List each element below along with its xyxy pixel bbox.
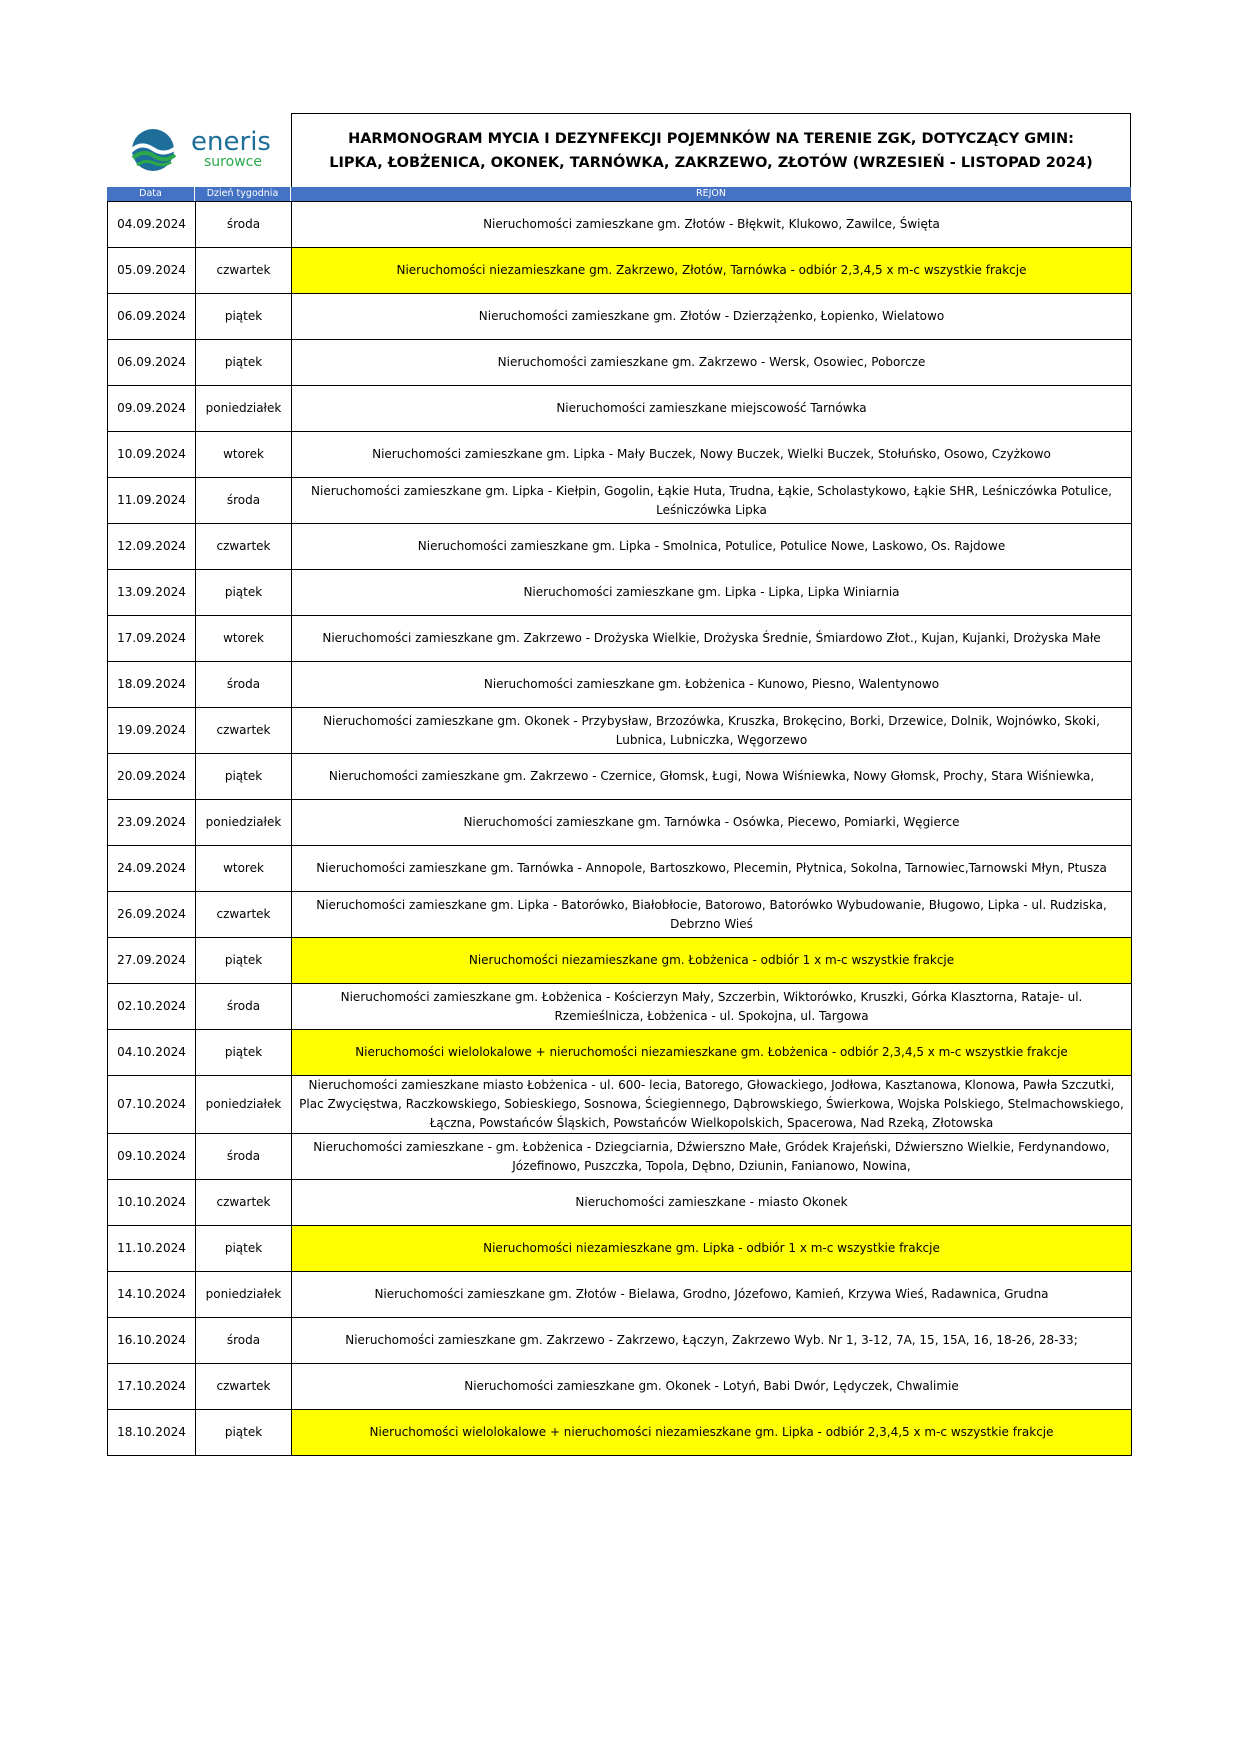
- day-cell: wtorek: [196, 846, 292, 892]
- day-cell: środa: [196, 662, 292, 708]
- table-row: [108, 202, 1132, 248]
- logo-text: [191, 127, 271, 170]
- region-cell: Nieruchomości zamieszkane gm. Łobżenica - Kościerzyn Mały, Szczerbin, Wiktorówko, Kruszki, Górka Klasztorna, Rataje- ul. Rzemieślnicza, Łobżenica - ul. Spokojna, ul. Targowa: [292, 984, 1132, 1030]
- column-header-region: REJON: [291, 187, 1131, 201]
- day-cell: piątek: [196, 754, 292, 800]
- table-row: [108, 340, 1132, 386]
- day-cell: poniedziałek: [196, 386, 292, 432]
- region-cell: Nieruchomości zamieszkane gm. Zakrzewo - Wersk, Osowiec, Poborcze: [292, 340, 1132, 386]
- day-cell: czwartek: [196, 524, 292, 570]
- day-cell: środa: [196, 1318, 292, 1364]
- table-row: [108, 1364, 1132, 1410]
- day-cell: piątek: [196, 1030, 292, 1076]
- day-cell: czwartek: [196, 708, 292, 754]
- table-row: [108, 1410, 1132, 1456]
- day-cell: czwartek: [196, 1364, 292, 1410]
- region-cell: Nieruchomości niezamieszkane gm. Zakrzewo, Złotów, Tarnówka - odbiór 2,3,4,5 x m-c wszystkie frakcje: [292, 248, 1132, 294]
- table-row: [108, 800, 1132, 846]
- logo-emblem-icon: [127, 127, 183, 173]
- table-row: [108, 524, 1132, 570]
- date-cell: 14.10.2024: [108, 1272, 196, 1318]
- day-cell: poniedziałek: [196, 800, 292, 846]
- logo-wrap: [127, 127, 271, 173]
- region-cell: Nieruchomości zamieszkane gm. Tarnówka - Osówka, Piecewo, Pomiarki, Węgierce: [292, 800, 1132, 846]
- region-cell: Nieruchomości zamieszkane gm. Zakrzewo - Drożyska Wielkie, Drożyska Średnie, Śmiardowo Złot., Kujan, Kujanki, Drożyska Małe: [292, 616, 1132, 662]
- day-cell: poniedziałek: [196, 1076, 292, 1134]
- table-row: [108, 984, 1132, 1030]
- table-row: [108, 386, 1132, 432]
- day-cell: piątek: [196, 570, 292, 616]
- day-cell: środa: [196, 202, 292, 248]
- day-cell: piątek: [196, 938, 292, 984]
- table-row: [108, 294, 1132, 340]
- region-cell: Nieruchomości zamieszkane gm. Złotów - Błękwit, Klukowo, Zawilce, Święta: [292, 202, 1132, 248]
- region-cell: Nieruchomości wielolokalowe + nieruchomości niezamieszkane gm. Łobżenica - odbiór 2,3,4,5 x m-c wszystkie frakcje: [292, 1030, 1132, 1076]
- schedule-table: [107, 201, 1132, 1456]
- date-cell: 09.09.2024: [108, 386, 196, 432]
- region-cell: Nieruchomości zamieszkane gm. Złotów - Dzierzążenko, Łopienko, Wielatowo: [292, 294, 1132, 340]
- date-cell: 27.09.2024: [108, 938, 196, 984]
- date-cell: 19.09.2024: [108, 708, 196, 754]
- table-row: [108, 1180, 1132, 1226]
- table-row: [108, 616, 1132, 662]
- date-cell: 06.09.2024: [108, 340, 196, 386]
- table-row: [108, 708, 1132, 754]
- day-cell: wtorek: [196, 616, 292, 662]
- date-cell: 18.10.2024: [108, 1410, 196, 1456]
- date-cell: 20.09.2024: [108, 754, 196, 800]
- table-row: [108, 1272, 1132, 1318]
- table-row: [108, 938, 1132, 984]
- date-cell: 10.10.2024: [108, 1180, 196, 1226]
- date-cell: 24.09.2024: [108, 846, 196, 892]
- region-cell: Nieruchomości zamieszkane gm. Zakrzewo - Zakrzewo, Łączyn, Zakrzewo Wyb. Nr 1, 3-12, 7A, 15, 15A, 16, 18-26, 28-33;: [292, 1318, 1132, 1364]
- day-cell: środa: [196, 984, 292, 1030]
- region-cell: Nieruchomości niezamieszkane gm. Łobżenica - odbiór 1 x m-c wszystkie frakcje: [292, 938, 1132, 984]
- table-row: [108, 478, 1132, 524]
- date-cell: 17.10.2024: [108, 1364, 196, 1410]
- date-cell: 05.09.2024: [108, 248, 196, 294]
- brand-logo: [107, 113, 291, 187]
- region-cell: Nieruchomości zamieszkane miasto Łobżenica - ul. 600- lecia, Batorego, Głowackiego, Jodłowa, Kasztanowa, Klonowa, Pawła Szczutki, Plac Zwycięstwa, Raczkowskiego, Sobieskiego, Sosnowa, Ściegiennego, Dąbrowskiego, Świerkowa, Wojska Polskiego, Stelmachowskiego, Łączna, Powstańców Śląskich, Powstańców Wielkopolskich, Spacerowa, Nad Rzeką, Złotowska: [292, 1076, 1132, 1134]
- date-cell: 06.09.2024: [108, 294, 196, 340]
- date-cell: 16.10.2024: [108, 1318, 196, 1364]
- day-cell: piątek: [196, 340, 292, 386]
- date-cell: 02.10.2024: [108, 984, 196, 1030]
- date-cell: 10.09.2024: [108, 432, 196, 478]
- date-cell: 09.10.2024: [108, 1134, 196, 1180]
- region-cell: Nieruchomości zamieszkane gm. Lipka - Lipka, Lipka Winiarnia: [292, 570, 1132, 616]
- region-cell: Nieruchomości zamieszkane - gm. Łobżenica - Dziegciarnia, Dźwierszno Małe, Gródek Krajeński, Dźwierszno Wielkie, Ferdynandowo, Józefinowo, Puszczka, Topola, Dębno, Dziunin, Fanianowo, Nowina,: [292, 1134, 1132, 1180]
- day-cell: czwartek: [196, 892, 292, 938]
- table-row: [108, 432, 1132, 478]
- title-box: [291, 113, 1131, 187]
- date-cell: 07.10.2024: [108, 1076, 196, 1134]
- date-cell: 23.09.2024: [108, 800, 196, 846]
- region-cell: Nieruchomości zamieszkane gm. Lipka - Kiełpin, Gogolin, Łąkie Huta, Trudna, Łąkie, Scholastykowo, Łąkie SHR, Leśniczówka Potulice, Leśniczówka Lipka: [292, 478, 1132, 524]
- table-row: [108, 846, 1132, 892]
- table-row: [108, 1076, 1132, 1134]
- region-cell: Nieruchomości zamieszkane gm. Złotów - Bielawa, Grodno, Józefowo, Kamień, Krzywa Wieś, Radawnica, Grudna: [292, 1272, 1132, 1318]
- day-cell: środa: [196, 1134, 292, 1180]
- region-cell: Nieruchomości zamieszkane gm. Okonek - Lotyń, Babi Dwór, Lędyczek, Chwalimie: [292, 1364, 1132, 1410]
- table-row: [108, 892, 1132, 938]
- page-title: HARMONOGRAM MYCIA I DEZYNFEKCJI POJEMNKÓW NA TERENIE ZGK, DOTYCZĄCY GMIN: LIPKA, ŁOBŻENICA, OKONEK, TARNÓWKA, ZAKRZEWO, ZŁOTÓW (WRZESIEŃ - LISTOPAD 2024): [329, 130, 1093, 171]
- table-row: [108, 662, 1132, 708]
- region-cell: Nieruchomości zamieszkane gm. Okonek - Przybysław, Brzozówka, Kruszka, Brokęcino, Borki, Drzewice, Dolnik, Wojnówko, Skoki, Lubnica, Lubniczka, Węgorzewo: [292, 708, 1132, 754]
- column-header-strip: [107, 187, 1131, 201]
- date-cell: 04.09.2024: [108, 202, 196, 248]
- date-cell: 04.10.2024: [108, 1030, 196, 1076]
- date-cell: 17.09.2024: [108, 616, 196, 662]
- table-row: [108, 754, 1132, 800]
- region-cell: Nieruchomości zamieszkane gm. Lipka - Batorówko, Białobłocie, Batorowo, Batorówko Wybudowanie, Bługowo, Lipka - ul. Rudziska, Debrzno Wieś: [292, 892, 1132, 938]
- date-cell: 12.09.2024: [108, 524, 196, 570]
- brand-name: eneris: [191, 127, 271, 157]
- table-row: [108, 248, 1132, 294]
- column-header-day: Dzień tygodnia: [195, 187, 291, 201]
- region-cell: Nieruchomości zamieszkane gm. Tarnówka - Annopole, Bartoszkowo, Plecemin, Płytnica, Sokolna, Tarnowiec,Tarnowski Młyn, Ptusza: [292, 846, 1132, 892]
- region-cell: Nieruchomości zamieszkane gm. Łobżenica - Kunowo, Piesno, Walentynowo: [292, 662, 1132, 708]
- header-block: [107, 113, 1131, 187]
- day-cell: środa: [196, 478, 292, 524]
- region-cell: Nieruchomości niezamieszkane gm. Lipka - odbiór 1 x m-c wszystkie frakcje: [292, 1226, 1132, 1272]
- region-cell: Nieruchomości zamieszkane gm. Lipka - Mały Buczek, Nowy Buczek, Wielki Buczek, Stołuńsko, Osowo, Czyżkowo: [292, 432, 1132, 478]
- day-cell: piątek: [196, 294, 292, 340]
- date-cell: 13.09.2024: [108, 570, 196, 616]
- day-cell: piątek: [196, 1226, 292, 1272]
- table-row: [108, 1134, 1132, 1180]
- region-cell: Nieruchomości zamieszkane gm. Lipka - Smolnica, Potulice, Potulice Nowe, Laskowo, Os. Rajdowe: [292, 524, 1132, 570]
- brand-sub: surowce: [204, 154, 262, 170]
- date-cell: 11.09.2024: [108, 478, 196, 524]
- day-cell: czwartek: [196, 248, 292, 294]
- day-cell: poniedziałek: [196, 1272, 292, 1318]
- day-cell: piątek: [196, 1410, 292, 1456]
- day-cell: wtorek: [196, 432, 292, 478]
- table-row: [108, 1318, 1132, 1364]
- region-cell: Nieruchomości zamieszkane miejscowość Tarnówka: [292, 386, 1132, 432]
- day-cell: czwartek: [196, 1180, 292, 1226]
- table-row: [108, 570, 1132, 616]
- region-cell: Nieruchomości zamieszkane gm. Zakrzewo - Czernice, Głomsk, Ługi, Nowa Wiśniewka, Nowy Głomsk, Prochy, Stara Wiśniewka,: [292, 754, 1132, 800]
- date-cell: 26.09.2024: [108, 892, 196, 938]
- region-cell: Nieruchomości zamieszkane - miasto Okonek: [292, 1180, 1132, 1226]
- table-row: [108, 1226, 1132, 1272]
- date-cell: 18.09.2024: [108, 662, 196, 708]
- date-cell: 11.10.2024: [108, 1226, 196, 1272]
- schedule-sheet: [107, 113, 1131, 1456]
- region-cell: Nieruchomości wielolokalowe + nieruchomości niezamieszkane gm. Lipka - odbiór 2,3,4,5 x m-c wszystkie frakcje: [292, 1410, 1132, 1456]
- table-row: [108, 1030, 1132, 1076]
- column-header-date: Data: [107, 187, 195, 201]
- schedule-rows: [108, 202, 1132, 1456]
